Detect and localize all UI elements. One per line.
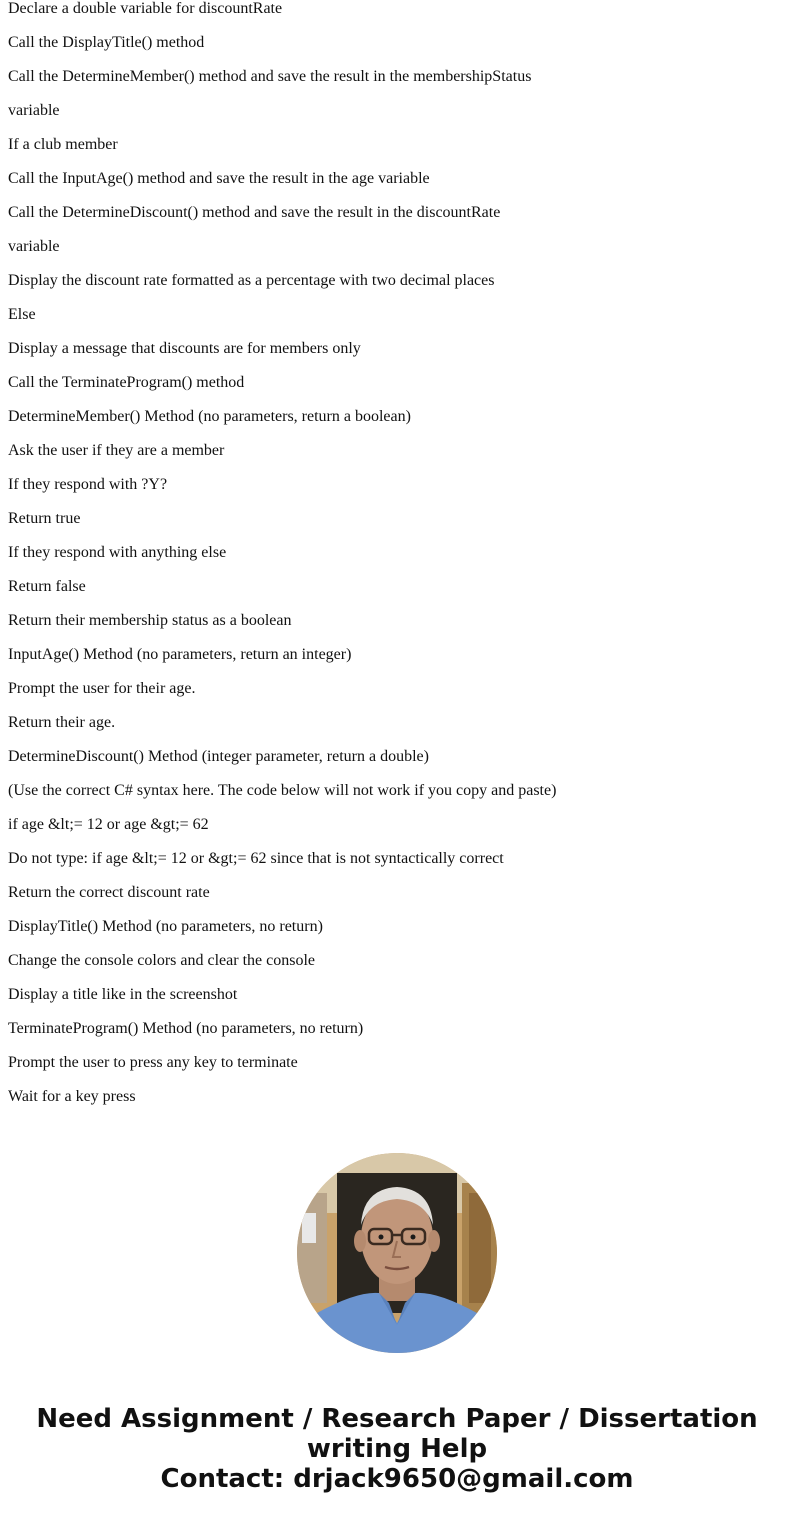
text-line: Call the DetermineMember() method and save the result in the membershipStatus [8, 68, 532, 85]
text-line: Prompt the user to press any key to terminate [8, 1054, 298, 1071]
text-line: DisplayTitle() Method (no parameters, no return) [8, 918, 323, 935]
text-line: Ask the user if they are a member [8, 442, 225, 459]
text-line: Return true [8, 510, 81, 527]
text-line: Display a message that discounts are for members only [8, 340, 361, 357]
text-line: if age &lt;= 12 or age &gt;= 62 [8, 816, 209, 833]
text-line: DetermineDiscount() Method (integer parameter, return a double) [8, 748, 429, 765]
text-line: Call the TerminateProgram() method [8, 374, 245, 391]
text-line: variable [8, 102, 60, 119]
text-line: Prompt the user for their age. [8, 680, 196, 697]
text-line: Return false [8, 578, 86, 595]
author-avatar [297, 1153, 497, 1353]
text-line: If a club member [8, 136, 118, 153]
text-line: TerminateProgram() Method (no parameters, no return) [8, 1020, 364, 1037]
text-line: Return their age. [8, 714, 116, 731]
text-line: Wait for a key press [8, 1088, 136, 1105]
text-line: Display a title like in the screenshot [8, 986, 238, 1003]
text-line: Else [8, 306, 36, 323]
author-photo-illustration [297, 1153, 497, 1353]
text-line: Change the console colors and clear the console [8, 952, 315, 969]
promo-headline-cont: writing Help [306, 1434, 488, 1464]
text-line: If they respond with ?Y? [8, 476, 168, 493]
promo-banner [0, 1404, 794, 1494]
text-line: (Use the correct C# syntax here. The code below will not work if you copy and paste) [8, 782, 557, 799]
text-line: Call the DisplayTitle() method [8, 34, 205, 51]
text-line: If they respond with anything else [8, 544, 227, 561]
text-line: Call the InputAge() method and save the result in the age variable [8, 170, 430, 187]
text-line: InputAge() Method (no parameters, return an integer) [8, 646, 352, 663]
document-body [8, 0, 778, 1122]
text-line: variable [8, 238, 60, 255]
text-line: Return their membership status as a boolean [8, 612, 292, 629]
text-line: Display the discount rate formatted as a percentage with two decimal places [8, 272, 495, 289]
promo-headline: Need Assignment / Research Paper / Dissertation [36, 1404, 758, 1434]
text-line: Call the DetermineDiscount() method and save the result in the discountRate [8, 204, 501, 221]
text-line: DetermineMember() Method (no parameters, return a boolean) [8, 408, 411, 425]
promo-contact: Contact: drjack9650@gmail.com [160, 1464, 634, 1494]
text-line: Declare a double variable for discountRate [8, 0, 283, 17]
text-line: Return the correct discount rate [8, 884, 210, 901]
text-line: Do not type: if age &lt;= 12 or &gt;= 62 since that is not syntactically correct [8, 850, 504, 867]
